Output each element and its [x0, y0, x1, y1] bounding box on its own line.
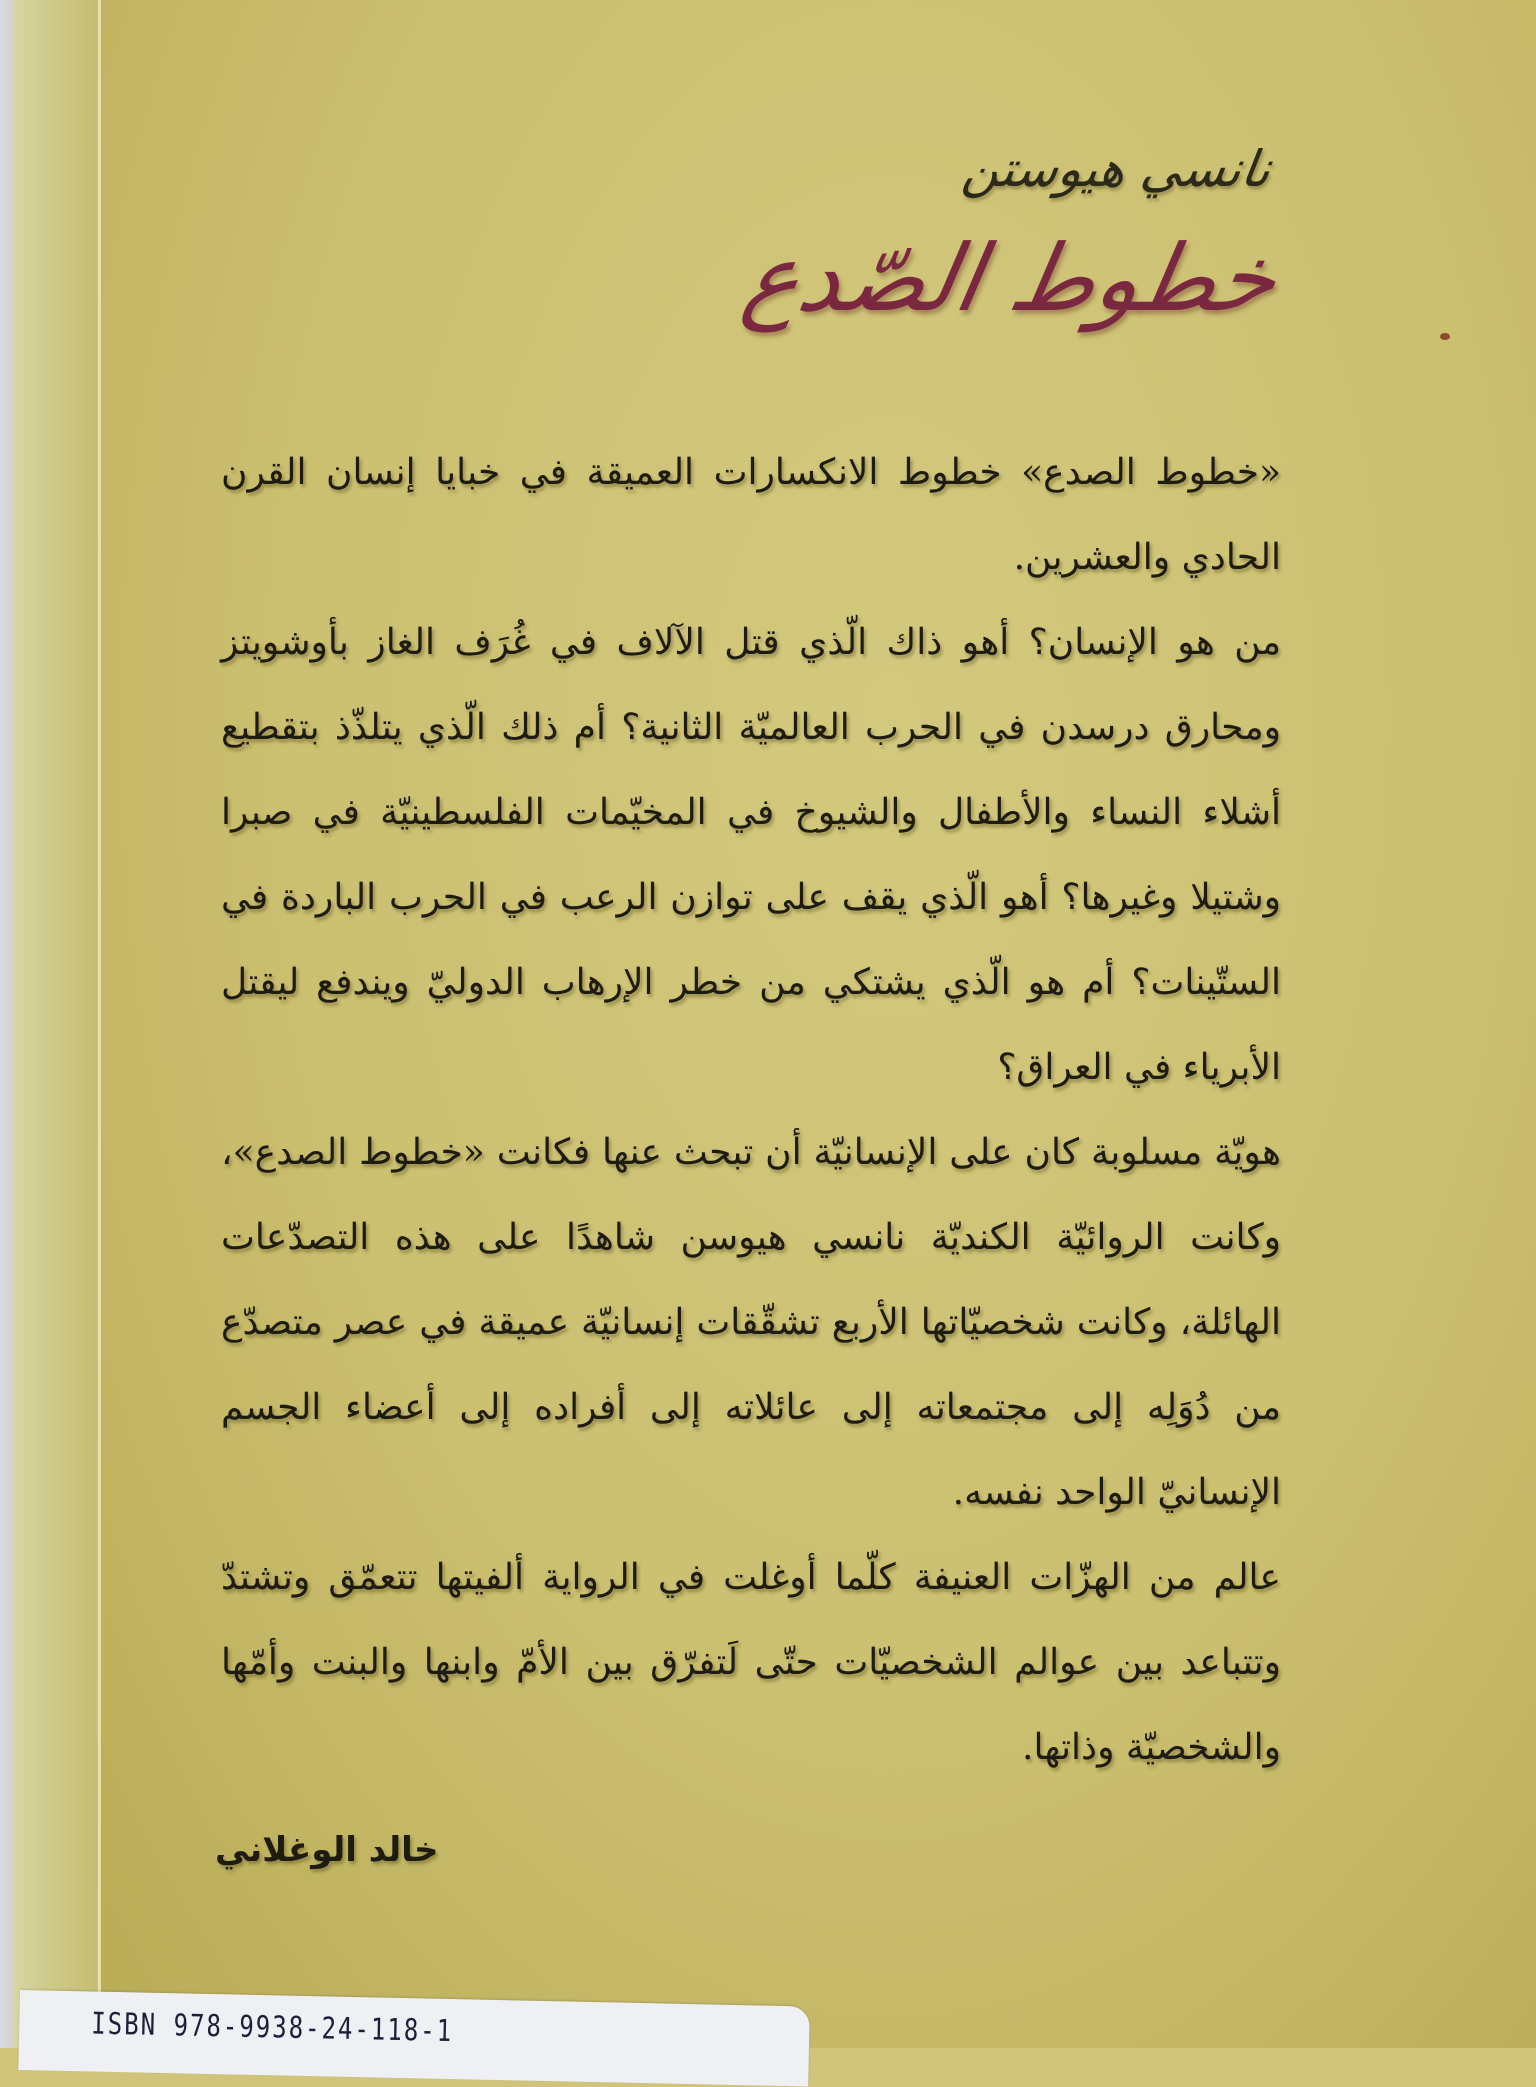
blurb-paragraph-2: من هو الإنسان؟ أهو ذاك الّذي قتل الآلاف في غُرَف الغاز بأوشويتز ومحارق درسدن في الحرب العالميّة الثانية؟ أم ذلك الّذي يتلذّذ بتقطيع أشلاء النساء والأطفال والشيوخ في المخيّمات الفلسطينيّة في صبرا وشتيلا وغيرها؟ أهو الّذي يقف على توازن الرعب في الحرب الباردة في الستّينات؟ أم هو الّذي يشتكي من خطر الإرهاب الدوليّ ويندفع ليقتل الأبرياء في العراق؟ — [221, 622, 1282, 1088]
isbn-sticker — [18, 1990, 810, 2087]
cover-stain — [1440, 333, 1450, 340]
author-name: نانسي هيوستن — [959, 140, 1276, 198]
blurb-signature: خالد الوغلاني — [215, 1830, 439, 1870]
blurb-paragraph-3: هويّة مسلوبة كان على الإنسانيّة أن تبحث عنها فكانت «خطوط الصدع»، وكانت الروائيّة الكنديّة نانسي هيوسن شاهدًا على هذه التصدّعات الهائلة، وكانت شخصيّاتها الأربع تشقّقات إنسانيّة عميقة في عصر متصدّع من دُوَلِه إلى مجتمعاته إلى عائلاته إلى أفراده إلى أعضاء الجسم الإنسانيّ الواحد نفسه. — [221, 1132, 1281, 1513]
blurb-paragraph-4: عالم من الهزّات العنيفة كلّما أوغلت في الرواية ألفيتها تتعمّق وتشتدّ وتتباعد بين عوالم الشخصيّات حتّى لَتفرّق بين الأمّ وابنها والبنت وأمّها والشخصيّة وذاتها. — [221, 1557, 1281, 1768]
book-spine — [14, 0, 100, 2048]
blurb-text — [221, 430, 1281, 1790]
book-title: خطوط الصّدع — [735, 225, 1286, 332]
blurb-paragraph-1: «خطوط الصدع» خطوط الانكسارات العميقة في خبايا إنسان القرن الحادي والعشرين. — [221, 452, 1281, 578]
isbn-number: ISBN 978-9938-24-118-1 — [90, 2006, 454, 2049]
